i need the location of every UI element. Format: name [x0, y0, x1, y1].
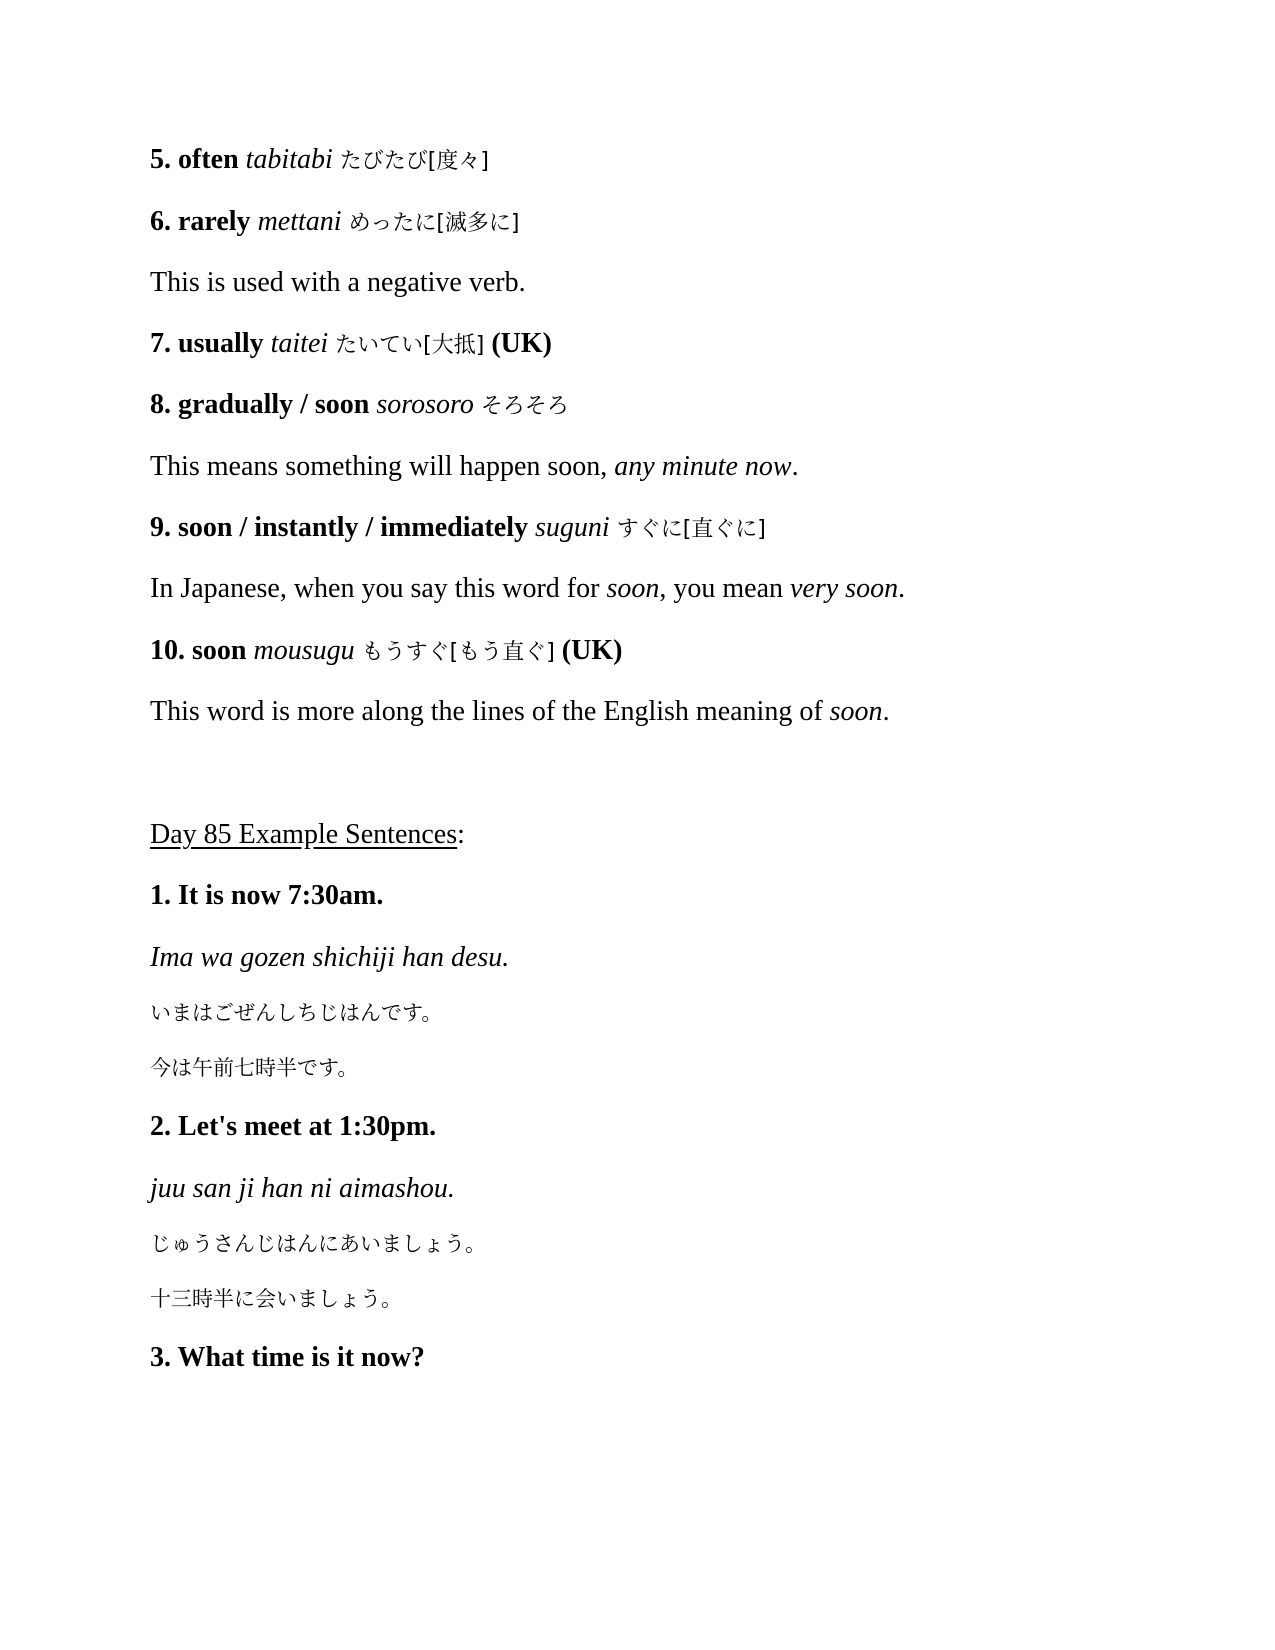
vocab-kanji: [大抵] [423, 333, 485, 358]
note-text: . [791, 451, 799, 482]
note-sorosoro [150, 450, 799, 484]
vocab-kanji: [度々] [427, 149, 489, 174]
note-mousugu [150, 695, 890, 729]
note-text: . [898, 573, 906, 604]
note-text: This means something will happen soon, [150, 451, 615, 482]
vocab-number: 8. [150, 389, 171, 420]
vocab-kanji: [滅多に] [436, 211, 520, 236]
section-heading-colon: : [457, 819, 465, 850]
example-1-kanji: 今は午前七時半です。 [150, 1056, 359, 1080]
note-emphasis: soon [606, 573, 660, 604]
note-emphasis: very soon [790, 573, 899, 604]
vocab-number: 7. [150, 328, 171, 359]
example-2-romaji: juu san ji han ni aimashou. [150, 1173, 455, 1204]
vocab-kana: めったに [348, 211, 437, 236]
vocab-romaji: taitei [270, 328, 329, 359]
vocab-kana: すぐに [616, 517, 683, 542]
example-3-english: 3. What time is it now? [150, 1342, 425, 1373]
note-text: . [882, 696, 890, 727]
vocab-kana: たびたび [339, 149, 428, 174]
example-1-kana: いまはごぜんしちじはんです。 [150, 1001, 443, 1025]
vocab-romaji: tabitabi [245, 144, 333, 175]
note-suguni [150, 572, 905, 606]
vocab-english: gradually / soon [178, 389, 370, 420]
vocab-number: 6. [150, 206, 171, 237]
note-text: This word is more along the lines of the English meaning of [150, 696, 830, 727]
example-2-english: 2. Let's meet at 1:30pm. [150, 1111, 437, 1142]
vocab-english: usually [178, 328, 264, 359]
vocab-item-usually [150, 327, 552, 363]
vocab-romaji: suguni [535, 512, 610, 543]
note-text: , you mean [659, 573, 790, 604]
vocab-tag: (UK) [561, 635, 623, 666]
vocab-number: 9. [150, 512, 171, 543]
vocab-romaji: sorosoro [376, 389, 474, 420]
vocab-number: 10. [150, 635, 185, 666]
example-1-romaji: Ima wa gozen shichiji han desu. [150, 942, 510, 973]
vocab-kana: そろそろ [480, 394, 569, 419]
vocab-kanji: [もう直ぐ] [449, 640, 555, 665]
vocab-tag: (UK) [491, 328, 552, 359]
vocab-item-often [150, 143, 489, 179]
example-1-english: 1. It is now 7:30am. [150, 880, 384, 911]
vocab-romaji: mettani [257, 206, 342, 237]
vocab-kana: たいてい [335, 333, 424, 358]
vocab-romaji: mousugu [253, 635, 355, 666]
example-2-kanji: 十三時半に会いましょう。 [150, 1287, 402, 1311]
note-emphasis: any minute now [614, 451, 792, 482]
section-heading-text: Day 85 Example Sentences [150, 819, 458, 850]
vocab-item-gradually [150, 388, 569, 424]
note-emphasis: soon [829, 696, 883, 727]
example-2-kana: じゅうさんじはんにあいましょう。 [150, 1232, 486, 1256]
vocab-kana: もうすぐ [361, 640, 450, 665]
vocab-english: soon [192, 635, 247, 666]
note-rarely: This is used with a negative verb. [150, 267, 526, 298]
vocab-english: rarely [178, 206, 251, 237]
vocab-item-suguni [150, 511, 766, 547]
vocab-english: soon / instantly / immediately [178, 512, 529, 543]
vocab-english: often [178, 144, 239, 175]
vocab-number: 5. [150, 144, 171, 175]
vocab-kanji: [直ぐに] [682, 517, 766, 542]
vocab-item-rarely [150, 205, 520, 241]
section-heading [150, 818, 465, 852]
vocab-item-mousugu [150, 634, 622, 670]
note-text: In Japanese, when you say this word for [150, 573, 607, 604]
